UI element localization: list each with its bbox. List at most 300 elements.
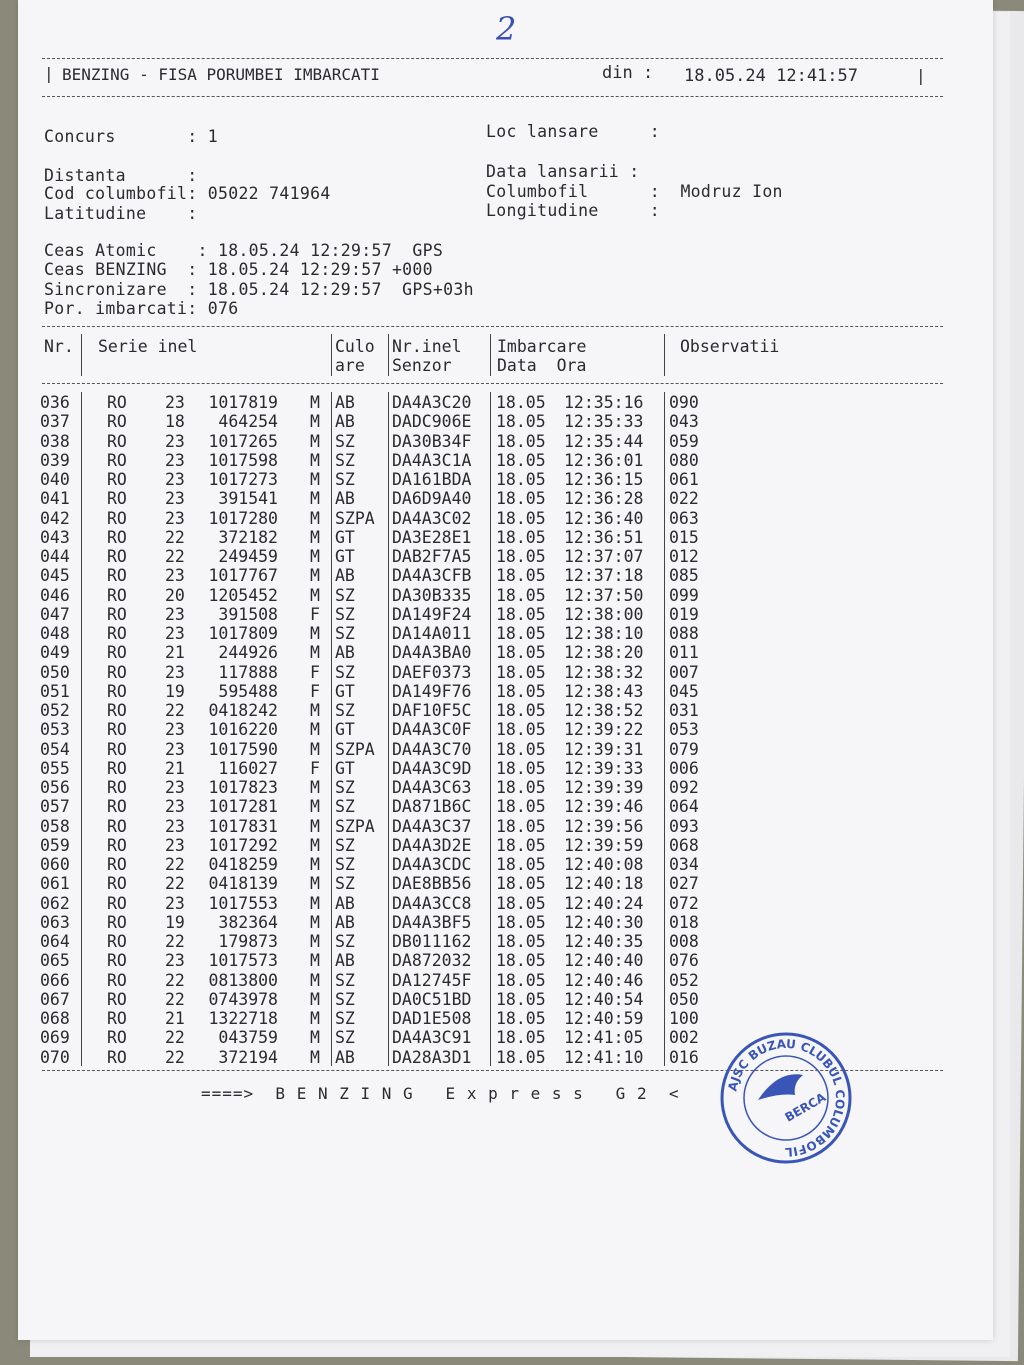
date-label: din : [602, 63, 654, 83]
row-sensor: DA4A3C9D [392, 758, 472, 778]
row-nr: 066 [40, 970, 70, 990]
info-sincronizare: Sincronizare : 18.05.24 12:29:57 GPS+03h [44, 280, 474, 299]
row-country: RO [107, 932, 127, 951]
row-observation: 099 [669, 585, 699, 605]
row-color: SZ [335, 1028, 355, 1048]
row-color: AB [335, 489, 355, 509]
row-nr: 037 [40, 412, 70, 432]
table-row [18, 1028, 718, 1047]
row-country: RO [107, 489, 127, 509]
row-sex: M [310, 970, 320, 990]
row-color: GT [335, 758, 355, 778]
row-date: 18.05 [496, 393, 546, 412]
row-color: GT [335, 527, 355, 547]
row-sex: M [310, 624, 320, 643]
row-sex: M [310, 527, 320, 547]
row-time: 12:39:33 [564, 758, 644, 778]
row-sensor: DA4A3CDC [392, 855, 472, 874]
table-row [18, 451, 718, 470]
row-date: 18.05 [496, 412, 546, 432]
row-sex: M [310, 951, 320, 971]
row-sex: M [310, 855, 320, 874]
table-row [18, 817, 718, 836]
row-year: 22 [165, 527, 185, 547]
row-year: 23 [165, 835, 185, 855]
row-sensor: DB011162 [392, 932, 472, 951]
row-sensor: DA4A3CFB [392, 566, 472, 586]
row-sensor: DA4A3BA0 [392, 643, 472, 663]
row-country: RO [107, 912, 127, 932]
row-time: 12:41:10 [564, 1047, 644, 1067]
row-time: 12:40:46 [564, 970, 644, 990]
row-nr: 059 [40, 835, 70, 855]
table-row [18, 432, 718, 451]
row-observation: 072 [669, 893, 699, 913]
table-row [18, 1009, 718, 1028]
row-year: 22 [165, 1047, 185, 1067]
row-date: 18.05 [496, 643, 546, 663]
row-sex: M [310, 643, 320, 663]
row-sensor: DA14A011 [392, 624, 472, 643]
document-title: BENZING - FISA PORUMBEI IMBARCATI [62, 65, 380, 84]
row-country: RO [107, 431, 127, 451]
info-por-imbarcati: Por. imbarcati: 076 [44, 299, 239, 318]
row-ring-number: 1017280 [208, 508, 278, 528]
row-year: 23 [165, 624, 185, 643]
row-country: RO [107, 855, 127, 874]
row-country: RO [107, 566, 127, 586]
header-top-rule [42, 58, 943, 59]
row-color: SZ [335, 932, 355, 951]
row-ring-number: 1205452 [208, 585, 278, 605]
row-ring-number: 372194 [218, 1047, 278, 1067]
row-time: 12:36:51 [564, 527, 644, 547]
row-country: RO [107, 547, 127, 566]
row-observation: 053 [669, 720, 699, 740]
row-time: 12:36:15 [564, 470, 644, 489]
row-sensor: DA30B335 [392, 585, 472, 605]
row-year: 23 [165, 662, 185, 682]
row-country: RO [107, 778, 127, 797]
row-sensor: DA12745F [392, 970, 472, 990]
row-observation: 012 [669, 547, 699, 566]
header-divider [331, 334, 332, 376]
table-row [18, 1048, 718, 1067]
row-time: 12:38:43 [564, 681, 644, 701]
row-color: SZ [335, 470, 355, 489]
row-date: 18.05 [496, 739, 546, 759]
row-year: 23 [165, 816, 185, 836]
footer-text: ====> B E N Z I N G E x p r e s s G 2 < [201, 1084, 680, 1103]
table-row [18, 643, 718, 662]
row-ring-number: 1017273 [208, 470, 278, 489]
row-sensor: DA872032 [392, 951, 472, 971]
row-sex: M [310, 431, 320, 451]
row-color: SZPA [335, 739, 375, 759]
info-latitudine: Latitudine : [44, 204, 198, 223]
table-row [18, 932, 718, 951]
row-year: 23 [165, 431, 185, 451]
row-sex: M [310, 816, 320, 836]
row-sensor: DA30B34F [392, 431, 472, 451]
row-year: 22 [165, 1028, 185, 1048]
row-date: 18.05 [496, 431, 546, 451]
row-color: GT [335, 547, 355, 566]
row-sex: M [310, 412, 320, 432]
row-country: RO [107, 643, 127, 663]
row-year: 18 [165, 412, 185, 432]
row-date: 18.05 [496, 489, 546, 509]
row-country: RO [107, 893, 127, 913]
row-date: 18.05 [496, 450, 546, 470]
handwritten-page-number: 2 [496, 10, 517, 48]
row-year: 19 [165, 681, 185, 701]
stamp-dove-icon [758, 1074, 803, 1100]
row-date: 18.05 [496, 547, 546, 566]
row-ring-number: 0418242 [208, 701, 278, 720]
row-sensor: DA4A3C37 [392, 816, 472, 836]
row-year: 21 [165, 1009, 185, 1028]
row-ring-number: 1017553 [208, 893, 278, 913]
row-color: SZ [335, 624, 355, 643]
document-page [18, 0, 993, 1340]
date-value: 18.05.24 12:41:57 [684, 66, 858, 86]
row-sex: F [310, 681, 320, 701]
table-row [18, 682, 718, 701]
row-time: 12:39:31 [564, 739, 644, 759]
table-row [18, 509, 718, 528]
row-country: RO [107, 585, 127, 605]
row-sex: M [310, 489, 320, 509]
table-row [18, 528, 718, 547]
row-color: SZ [335, 431, 355, 451]
row-sex: M [310, 1009, 320, 1028]
row-date: 18.05 [496, 835, 546, 855]
row-observation: 092 [669, 778, 699, 797]
row-date: 18.05 [496, 912, 546, 932]
row-ring-number: 116027 [218, 758, 278, 778]
row-date: 18.05 [496, 508, 546, 528]
table-row [18, 624, 718, 643]
row-year: 22 [165, 932, 185, 951]
row-date: 18.05 [496, 566, 546, 586]
row-sex: M [310, 547, 320, 566]
row-year: 23 [165, 893, 185, 913]
row-nr: 054 [40, 739, 70, 759]
row-ring-number: 043759 [218, 1028, 278, 1048]
row-color: SZ [335, 662, 355, 682]
row-observation: 008 [669, 932, 699, 951]
col-header-observatii: Observatii [680, 337, 780, 356]
row-country: RO [107, 1009, 127, 1028]
row-sensor: DA4A3C70 [392, 739, 472, 759]
row-year: 22 [165, 547, 185, 566]
table-row [18, 566, 718, 585]
row-sex: M [310, 1047, 320, 1067]
row-year: 23 [165, 604, 185, 624]
row-nr: 050 [40, 662, 70, 682]
row-nr: 069 [40, 1028, 70, 1048]
header-divider [664, 334, 665, 376]
row-sensor: DA161BDA [392, 470, 472, 489]
row-color: AB [335, 566, 355, 586]
row-country: RO [107, 701, 127, 720]
row-color: SZ [335, 874, 355, 894]
row-nr: 058 [40, 816, 70, 836]
row-time: 12:40:18 [564, 874, 644, 894]
row-sex: M [310, 778, 320, 797]
row-sex: F [310, 604, 320, 624]
row-country: RO [107, 874, 127, 894]
row-date: 18.05 [496, 662, 546, 682]
row-ring-number: 382364 [218, 912, 278, 932]
row-time: 12:39:39 [564, 778, 644, 797]
row-sex: F [310, 758, 320, 778]
row-sex: M [310, 1028, 320, 1048]
club-stamp [718, 1030, 854, 1166]
row-date: 18.05 [496, 951, 546, 971]
row-color: SZ [335, 585, 355, 605]
row-ring-number: 179873 [218, 932, 278, 951]
col-header-imbarcare-1: Imbarcare [497, 337, 587, 356]
row-sex: M [310, 393, 320, 412]
row-sex: M [310, 720, 320, 740]
info-ceas-atomic: Ceas Atomic : 18.05.24 12:29:57 GPS [44, 241, 444, 260]
row-time: 12:40:24 [564, 893, 644, 913]
row-nr: 053 [40, 720, 70, 740]
row-ring-number: 244926 [218, 643, 278, 663]
row-country: RO [107, 604, 127, 624]
row-nr: 039 [40, 450, 70, 470]
row-country: RO [107, 470, 127, 489]
row-time: 12:40:30 [564, 912, 644, 932]
row-color: SZ [335, 778, 355, 797]
table-row [18, 971, 718, 990]
col-header-nr-inel-2: Senzor [392, 356, 452, 375]
row-date: 18.05 [496, 1009, 546, 1028]
table-row [18, 990, 718, 1009]
row-year: 21 [165, 643, 185, 663]
row-time: 12:38:32 [564, 662, 644, 682]
info-data-lansarii: Data lansarii : [486, 162, 640, 181]
row-year: 23 [165, 951, 185, 971]
row-year: 21 [165, 758, 185, 778]
row-date: 18.05 [496, 797, 546, 817]
row-time: 12:39:46 [564, 797, 644, 817]
row-nr: 045 [40, 566, 70, 586]
row-year: 22 [165, 874, 185, 894]
row-nr: 042 [40, 508, 70, 528]
row-nr: 070 [40, 1047, 70, 1067]
table-row [18, 720, 718, 739]
row-date: 18.05 [496, 778, 546, 797]
row-observation: 016 [669, 1047, 699, 1067]
row-observation: 088 [669, 624, 699, 643]
row-sex: M [310, 797, 320, 817]
row-time: 12:35:44 [564, 431, 644, 451]
row-color: AB [335, 951, 355, 971]
row-time: 12:39:56 [564, 816, 644, 836]
row-year: 23 [165, 739, 185, 759]
header-divider [388, 334, 389, 376]
row-time: 12:41:05 [564, 1028, 644, 1048]
row-sex: M [310, 989, 320, 1009]
row-nr: 040 [40, 470, 70, 489]
row-color: SZ [335, 604, 355, 624]
row-nr: 049 [40, 643, 70, 663]
row-time: 12:39:22 [564, 720, 644, 740]
row-sensor: DAEF0373 [392, 662, 472, 682]
col-header-serie-inel: Serie inel [98, 337, 198, 356]
header-bottom-table-rule [42, 383, 943, 384]
row-observation: 076 [669, 951, 699, 971]
row-sensor: DAD1E508 [392, 1009, 472, 1028]
row-year: 23 [165, 393, 185, 412]
row-observation: 027 [669, 874, 699, 894]
row-date: 18.05 [496, 855, 546, 874]
row-date: 18.05 [496, 893, 546, 913]
table-row [18, 894, 718, 913]
table-row [18, 489, 718, 508]
row-country: RO [107, 681, 127, 701]
row-country: RO [107, 450, 127, 470]
row-color: SZ [335, 855, 355, 874]
row-nr: 048 [40, 624, 70, 643]
row-date: 18.05 [496, 816, 546, 836]
row-color: SZ [335, 797, 355, 817]
row-ring-number: 372182 [218, 527, 278, 547]
info-loc-lansare: Loc lansare : [486, 122, 660, 141]
row-sex: M [310, 739, 320, 759]
row-time: 12:35:16 [564, 393, 644, 412]
row-time: 12:39:59 [564, 835, 644, 855]
row-sex: M [310, 566, 320, 586]
row-time: 12:40:54 [564, 989, 644, 1009]
row-nr: 047 [40, 604, 70, 624]
row-sex: M [310, 932, 320, 951]
row-ring-number: 1017265 [208, 431, 278, 451]
row-sensor: DA3E28E1 [392, 527, 472, 547]
info-concurs: Concurs : 1 [44, 127, 218, 146]
row-year: 23 [165, 508, 185, 528]
row-country: RO [107, 624, 127, 643]
row-date: 18.05 [496, 624, 546, 643]
table-row [18, 778, 718, 797]
table-row [18, 586, 718, 605]
row-time: 12:38:52 [564, 701, 644, 720]
row-observation: 059 [669, 431, 699, 451]
row-time: 12:40:40 [564, 951, 644, 971]
table-row [18, 412, 718, 431]
row-time: 12:36:01 [564, 450, 644, 470]
row-sensor: DA4A3C63 [392, 778, 472, 797]
row-sensor: DAF10F5C [392, 701, 472, 720]
row-observation: 011 [669, 643, 699, 663]
row-ring-number: 1017573 [208, 951, 278, 971]
row-color: GT [335, 681, 355, 701]
row-observation: 063 [669, 508, 699, 528]
row-ring-number: 1017292 [208, 835, 278, 855]
row-time: 12:35:33 [564, 412, 644, 432]
row-date: 18.05 [496, 470, 546, 489]
row-nr: 065 [40, 951, 70, 971]
row-observation: 085 [669, 566, 699, 586]
row-observation: 015 [669, 527, 699, 547]
row-nr: 063 [40, 912, 70, 932]
row-time: 12:40:59 [564, 1009, 644, 1028]
row-date: 18.05 [496, 758, 546, 778]
row-color: GT [335, 720, 355, 740]
info-columbofil: Columbofil : Modruz Ion [486, 182, 783, 201]
row-time: 12:40:08 [564, 855, 644, 874]
row-sensor: DA4A3CC8 [392, 893, 472, 913]
row-observation: 022 [669, 489, 699, 509]
info-ceas-benzing: Ceas BENZING : 18.05.24 12:29:57 +000 [44, 260, 433, 279]
row-color: AB [335, 393, 355, 412]
row-date: 18.05 [496, 1047, 546, 1067]
row-ring-number: 0418259 [208, 855, 278, 874]
header-left-bar: | [44, 64, 54, 83]
table-row [18, 874, 718, 893]
stamp-center-text: BERCA [782, 1090, 829, 1125]
row-observation: 080 [669, 450, 699, 470]
row-nr: 036 [40, 393, 70, 412]
row-time: 12:37:18 [564, 566, 644, 586]
row-color: AB [335, 1047, 355, 1067]
row-sensor: DA0C51BD [392, 989, 472, 1009]
row-date: 18.05 [496, 970, 546, 990]
row-color: SZ [335, 989, 355, 1009]
row-sex: F [310, 662, 320, 682]
row-color: AB [335, 893, 355, 913]
row-sensor: DA28A3D1 [392, 1047, 472, 1067]
row-country: RO [107, 970, 127, 990]
row-nr: 067 [40, 989, 70, 1009]
header-bottom-rule [42, 96, 943, 97]
row-ring-number: 1017767 [208, 566, 278, 586]
row-time: 12:40:35 [564, 932, 644, 951]
row-year: 23 [165, 566, 185, 586]
row-time: 12:37:50 [564, 585, 644, 605]
row-ring-number: 1017809 [208, 624, 278, 643]
row-sensor: DAB2F7A5 [392, 547, 472, 566]
row-nr: 061 [40, 874, 70, 894]
row-country: RO [107, 797, 127, 817]
row-sensor: DA4A3C20 [392, 393, 472, 412]
row-observation: 043 [669, 412, 699, 432]
row-nr: 056 [40, 778, 70, 797]
row-observation: 006 [669, 758, 699, 778]
col-header-nr: Nr. [44, 337, 74, 356]
row-observation: 050 [669, 989, 699, 1009]
row-ring-number: 391541 [218, 489, 278, 509]
table-row [18, 470, 718, 489]
row-sex: M [310, 450, 320, 470]
row-nr: 055 [40, 758, 70, 778]
row-year: 23 [165, 778, 185, 797]
row-ring-number: 464254 [218, 412, 278, 432]
row-country: RO [107, 989, 127, 1009]
row-time: 12:36:28 [564, 489, 644, 509]
col-header-culoare-1: Culo [335, 337, 375, 356]
row-color: AB [335, 912, 355, 932]
row-color: AB [335, 412, 355, 432]
row-year: 22 [165, 855, 185, 874]
row-observation: 068 [669, 835, 699, 855]
row-date: 18.05 [496, 1028, 546, 1048]
row-ring-number: 0418139 [208, 874, 278, 894]
row-year: 22 [165, 989, 185, 1009]
